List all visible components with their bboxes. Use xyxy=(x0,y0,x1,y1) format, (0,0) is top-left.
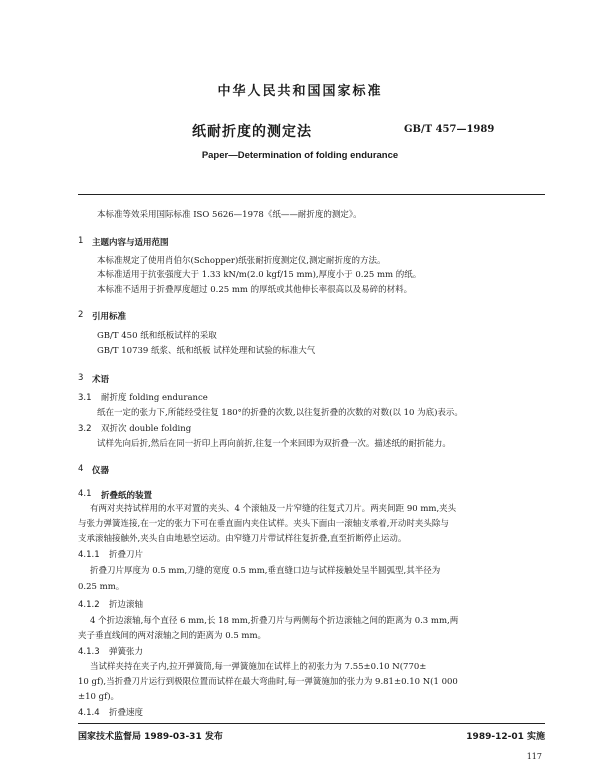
section-1-para-2: 本标准适用于抗张强度大于 1.33 kN/m(2.0 kgf/15 mm),厚度小于 0.25 mm 的纸。 xyxy=(97,270,422,280)
section-1-para-3: 本标准不适用于折叠厚度超过 0.25 mm 的厚纸或其他伸长率很高以及易碎的材料。 xyxy=(97,285,413,295)
clause-3-2-number: 3.2 xyxy=(78,424,92,434)
section-1-title: 主题内容与适用范围 xyxy=(92,238,169,248)
section-2-title: 引用标准 xyxy=(92,312,127,322)
clause-4-1-line-2: 与张力弹簧连接,在一定的张力下可在垂直面内夹住试样。夹头下面由一滚轴支承着,开动时夹头除与 xyxy=(78,519,449,529)
clause-4-1-3-line-2: 10 gf),当折叠刀片运行到极限位置而试样在最大弯曲时,每一弹簧施加的张力为 9.81±0.10 N(1 000 xyxy=(78,677,458,687)
clause-4-1-line-1: 有两对夹持试样用的水平对置的夹头、4 个滚轴及一片窄缝的往复式刀片。两夹间距 90 mm,夹头 xyxy=(90,504,457,514)
clause-4-1-2-line-1: 4 个折边滚轴,每个直径 6 mm,长 18 mm,折叠刀片与两侧每个折边滚轴之间的距离为 0.3 mm,两 xyxy=(90,616,459,626)
clause-4-1-2-title: 折边滚轴 xyxy=(109,600,144,610)
document-title: 纸耐折度的测定法 xyxy=(192,124,312,140)
section-2-number: 2 xyxy=(78,310,84,320)
english-title: Paper—Determination of folding endurance xyxy=(201,150,399,161)
clause-3-1-text: 纸在一定的张力下,所能经受往复 180°的折叠的次数,以往复折叠的次数的对数(以 10 为底)表示。 xyxy=(97,408,463,418)
section-4-title: 仪器 xyxy=(92,466,110,476)
clause-4-1-2-number: 4.1.2 xyxy=(78,600,100,610)
clause-4-1-1-title: 折叠刀片 xyxy=(109,550,144,560)
page-number: 117 xyxy=(526,752,542,761)
clause-4-1-1-number: 4.1.1 xyxy=(78,550,100,560)
clause-4-1-1-line-2: 0.25 mm。 xyxy=(78,582,125,592)
intro-paragraph: 本标准等效采用国际标准 ISO 5626—1978《纸——耐折度的测定》。 xyxy=(97,210,362,220)
section-3-number: 3 xyxy=(78,373,84,383)
clause-3-2-title: 双折次 double folding xyxy=(101,424,192,434)
clause-3-2-text: 试样先向后折,然后在同一折印上再向前折,往复一个来回即为双折叠一次。描述纸的耐折能力。 xyxy=(97,439,451,449)
standard-number: GB/T 457—1989 xyxy=(404,124,495,135)
clause-4-1-4-number: 4.1.4 xyxy=(78,708,100,718)
clause-4-1-3-number: 4.1.3 xyxy=(78,647,100,657)
footer-divider xyxy=(78,723,545,724)
effective-date: 1989-12-01 实施 xyxy=(466,732,545,742)
clause-3-1-number: 3.1 xyxy=(78,393,92,403)
section-1-number: 1 xyxy=(78,236,84,246)
section-3-title: 术语 xyxy=(92,375,110,385)
clause-4-1-2-line-2: 夹子垂直线间的两对滚轴之间的距离为 0.5 mm。 xyxy=(78,631,267,641)
clause-4-1-1-line-1: 折叠刀片厚度为 0.5 mm,刀缝的宽度 0.5 mm,垂直缝口边与试样接触处呈半圆弧型,其半径为 xyxy=(90,566,441,576)
clause-4-1-title: 折叠纸的装置 xyxy=(101,491,153,501)
clause-3-1-title: 耐折度 folding endurance xyxy=(101,393,208,403)
national-standard-heading: 中华人民共和国国家标准 xyxy=(217,84,383,99)
header-divider xyxy=(78,194,545,195)
clause-4-1-4-title: 折叠速度 xyxy=(109,708,144,718)
clause-4-1-line-3: 支承滚轴接触外,夹头自由地悬空运动。由窄缝刀片带试样往复折叠,直至折断停止运动。 xyxy=(78,534,407,544)
clause-4-1-3-line-1: 当试样夹持在夹子内,拉开弹簧筒,每一弹簧施加在试样上的初张力为 7.55±0.10 N(770± xyxy=(90,662,427,672)
reference-2: GB/T 10739 纸浆、纸和纸板 试样处理和试验的标准大气 xyxy=(97,346,316,356)
clause-4-1-3-title: 弹簧张力 xyxy=(109,647,144,657)
clause-4-1-3-line-3: ±10 gf)。 xyxy=(78,692,120,702)
section-4-number: 4 xyxy=(78,464,84,474)
issue-date: 国家技术监督局 1989-03-31 发布 xyxy=(78,732,223,742)
reference-1: GB/T 450 纸和纸板试样的采取 xyxy=(97,331,217,341)
section-1-para-1: 本标准规定了使用肖伯尔(Schopper)纸张耐折度测定仪,测定耐折度的方法。 xyxy=(97,256,386,266)
clause-4-1-number: 4.1 xyxy=(78,489,92,499)
